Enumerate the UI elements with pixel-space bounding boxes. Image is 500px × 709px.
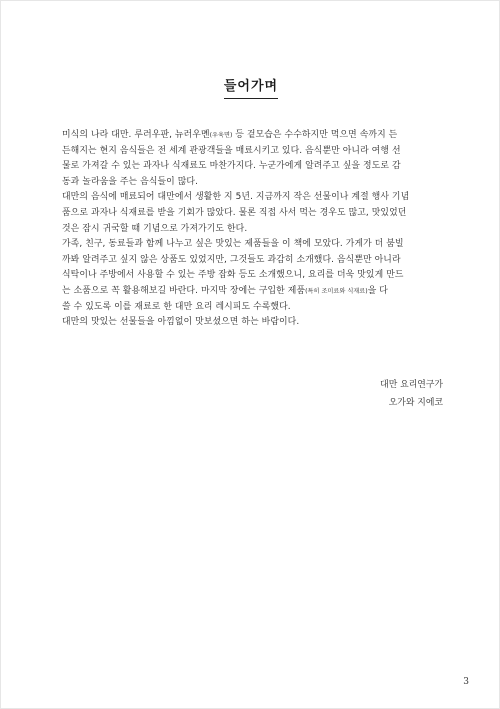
text-line: 동과 놀라움을 주는 음식들이 많다. — [62, 176, 199, 187]
text-line: 가족, 친구, 동료들과 함께 나누고 싶은 맛있는 제품들을 이 책에 모았다. 가게가 더 붐빌 — [62, 239, 404, 250]
text-line: 대만의 맛있는 선물들을 아낌없이 맛보셨으면 하는 바람이다. — [62, 317, 300, 328]
signature-role: 대만 요리연구가 — [380, 380, 443, 390]
text-line: 물로 가져갈 수 있는 과자나 식재료도 마찬가지다. 누군가에게 알려주고 싶을 정도로 감 — [62, 161, 401, 172]
signature-name: 오가와 지에코 — [388, 398, 443, 408]
text-line: 것은 잠시 귀국할 때 기념으로 가져가기도 한다. — [62, 223, 248, 234]
text-line: 쓸 수 있도록 이를 재료로 한 대만 요리 레시피도 수록했다. — [62, 301, 291, 312]
text-line: 미식의 나라 대만. 루러우판, 뉴러우몐(우육면) 등 겉모습은 수수하지만 먹으면 속까지 든 — [62, 130, 398, 140]
page-title: 들어가며 — [224, 75, 278, 99]
text-line: 품으로 과자나 식재료를 받을 기회가 많았다. 물론 직접 사서 먹는 경우도 많고, 맛있었던 — [62, 207, 407, 218]
body-text — [62, 128, 445, 331]
title-container — [1, 75, 500, 99]
text-line: 든해지는 현지 음식들은 전 세계 관광객들을 매료시키고 있다. 음식뿐만 아니라 여행 선 — [62, 145, 401, 156]
page-number: 3 — [463, 677, 469, 687]
text-line: 까봐 알려주고 싶지 않은 상품도 있었지만, 그것들도 과감히 소개했다. 음식뿐만 아니라 — [62, 254, 401, 265]
signature — [380, 376, 443, 412]
text-line: 식탁이나 주방에서 사용할 수 있는 주방 잡화 등도 소개했으니, 요리를 더욱 맛있게 만드 — [62, 270, 404, 281]
annotation-text: (특히 조미료와 식재료) — [305, 287, 368, 295]
text-line: 는 소품으로 꼭 활용해보길 바란다. 마지막 장에는 구입한 제품(특히 조미료와 식재료)을 다 — [62, 285, 388, 296]
annotation-text: (우육면) — [209, 132, 233, 139]
text-line: 대만의 음식에 매료되어 대만에서 생활한 지 5년. 지금까지 작은 선물이나 계절 행사 기념 — [62, 192, 410, 203]
